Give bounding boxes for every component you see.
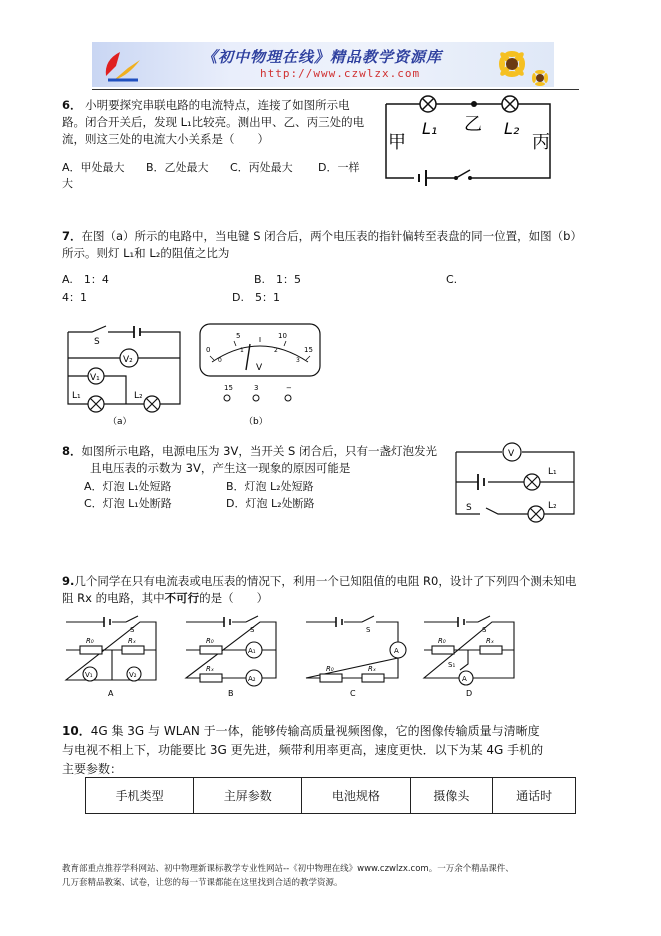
q7-label-v1: V₁ bbox=[90, 373, 100, 383]
q7-tick-5: 5 bbox=[236, 332, 241, 340]
q7-term-3: 3 bbox=[254, 384, 259, 392]
q7-meter-v: V bbox=[256, 363, 263, 373]
q9-label-a: A bbox=[108, 689, 114, 698]
banner-url[interactable]: http://www.czwlzx.com bbox=[260, 67, 421, 80]
q6-label-l1: L₁ bbox=[422, 119, 438, 138]
q9-label-d: D bbox=[466, 689, 473, 698]
q7-text bbox=[62, 228, 582, 262]
logo-icon bbox=[98, 46, 148, 84]
q8-option-d[interactable]: D．灯泡 L₂处断路 bbox=[226, 497, 315, 510]
q6-option-a[interactable]: A．甲处最大 bbox=[62, 161, 125, 174]
q9a-r0: R₀ bbox=[86, 637, 94, 645]
q7-line2: 所示。则灯 L₁和 L₂的阻值之比为 bbox=[62, 246, 230, 260]
q9c-s: S bbox=[366, 626, 371, 634]
q6-label-l2: L₂ bbox=[504, 119, 520, 138]
q9c-rx: Rₓ bbox=[368, 665, 376, 673]
q8-number: 8． bbox=[62, 444, 82, 458]
table-header-screen: 主屏参数 bbox=[194, 778, 302, 814]
q6-label-jia: 甲 bbox=[388, 132, 406, 153]
q8-text bbox=[62, 443, 442, 477]
q9b-rx: Rₓ bbox=[206, 665, 214, 673]
table-header-battery: 电池规格 bbox=[302, 778, 410, 814]
q7-option-b[interactable]: B. 1：5 bbox=[254, 273, 302, 286]
footer-line1: 教育部重点推荐学科网站、初中物理新课标教学专业性网站--《初中物理在线》www.czwlzx.com。一万余个精品课件、 bbox=[62, 864, 514, 874]
q6-option-d-cont: 大 bbox=[62, 177, 73, 190]
q7-voltmeter-b bbox=[196, 320, 326, 430]
q7-tick-0: 0 bbox=[206, 346, 211, 354]
q7-option-a[interactable]: A. 1：4 bbox=[62, 273, 109, 286]
q9b-r0: R₀ bbox=[206, 637, 214, 645]
q8-label-v: V bbox=[508, 449, 515, 459]
q8-option-b[interactable]: B．灯泡 L₂处短路 bbox=[226, 480, 314, 493]
q6-option-d[interactable]: D．一样 bbox=[318, 161, 360, 174]
q6-text bbox=[62, 97, 374, 148]
q7-inner-2: 2 bbox=[274, 347, 278, 354]
q9-line1: 几个同学在只有电流表或电压表的情况下，利用一个已知阻值的电阻 R0，设计了下列四个测未知电 bbox=[74, 574, 577, 588]
q10-params-table bbox=[85, 777, 576, 814]
q6-label-bing: 丙 bbox=[532, 132, 550, 153]
q7-caption-a: （a） bbox=[108, 417, 132, 427]
q9d-rx: Rₓ bbox=[486, 637, 494, 645]
table-row bbox=[86, 778, 576, 814]
q9-figure-b bbox=[182, 612, 282, 700]
q8-line1: 如图所示电路，电源电压为 3V，当开关 S 闭合后，只有一盏灯泡发光 bbox=[81, 444, 437, 458]
q9d-s1: S₁ bbox=[448, 661, 456, 669]
q9d-s: S bbox=[482, 626, 487, 634]
q6-number: 6． bbox=[62, 98, 82, 112]
q7-inner-3: 3 bbox=[296, 357, 300, 364]
q7-term-minus: − bbox=[286, 384, 292, 392]
q8-option-a[interactable]: A．灯泡 L₁处短路 bbox=[84, 480, 172, 493]
q7-option-d[interactable]: D. 5：1 bbox=[232, 291, 280, 304]
q9-text bbox=[62, 573, 592, 607]
q8-label-s: S bbox=[466, 503, 472, 513]
q9b-s: S bbox=[250, 626, 255, 634]
q9-number: 9. bbox=[62, 574, 75, 588]
q8-label-l2: L₂ bbox=[548, 501, 557, 511]
q7-option-c[interactable]: C. bbox=[446, 273, 458, 286]
footer-line2: 几万套精品教案、试卷，让您的每一节课都能在这里找到合适的教学资源。 bbox=[62, 878, 343, 888]
q9b-a2: A₂ bbox=[248, 675, 256, 683]
q9a-s: S bbox=[130, 626, 135, 634]
q10-text bbox=[62, 722, 592, 779]
q7-term-15: 15 bbox=[224, 384, 233, 392]
q7-inner-1: 1 bbox=[240, 347, 244, 354]
q7-circuit-a bbox=[62, 318, 190, 430]
table-header-talk-time: 通话时 bbox=[493, 778, 576, 814]
q7-tick-15: 15 bbox=[304, 346, 313, 354]
sunflower-icon bbox=[484, 42, 554, 87]
q10-line3: 主要参数： bbox=[62, 762, 123, 776]
page-footer bbox=[62, 862, 602, 890]
q9-label-b: B bbox=[228, 689, 234, 698]
q9b-a1: A₁ bbox=[248, 647, 256, 655]
q6-line1: 小明要探究串联电路的电流特点，连接了如图所示电 bbox=[85, 98, 350, 112]
table-header-phone-type: 手机类型 bbox=[86, 778, 194, 814]
q6-circuit-figure bbox=[378, 90, 560, 190]
q9-line2c: 的是（ ） bbox=[199, 591, 269, 605]
q7-inner-0: 0 bbox=[218, 357, 222, 364]
q7-number: 7． bbox=[62, 229, 82, 243]
q6-line2: 路。闭合开关后，发现 L₁比较亮。测出甲、乙、丙三处的电 bbox=[62, 115, 365, 129]
q8-line2: 且电压表的示数为 3V，产生这一现象的原因可能是 bbox=[90, 461, 351, 475]
banner-title: 《初中物理在线》精品教学资源库 bbox=[202, 48, 443, 66]
q9d-r0: R₀ bbox=[438, 637, 446, 645]
table-header-camera: 摄像头 bbox=[410, 778, 493, 814]
q9d-a: A bbox=[462, 675, 467, 683]
q9a-rx: Rₓ bbox=[128, 637, 136, 645]
q7-label-s: S bbox=[94, 337, 100, 347]
q7-label-l2: L₂ bbox=[134, 391, 143, 401]
q7-tick-10: 10 bbox=[278, 332, 287, 340]
q7-line1: 在图（a）所示的电路中，当电键 S 闭合后，两个电压表的指针偏转至表盘的同一位置，如图（b） bbox=[81, 229, 582, 243]
header-banner bbox=[92, 42, 554, 87]
q8-option-c[interactable]: C．灯泡 L₁处断路 bbox=[84, 497, 172, 510]
q9-line2-bold: 不可行 bbox=[164, 591, 200, 605]
q6-option-b[interactable]: B．乙处最大 bbox=[146, 161, 209, 174]
q6-line3: 流，则这三处的电流大小关系是（ ） bbox=[62, 132, 269, 146]
q10-line1: 4G 集 3G 与 WLAN 于一体，能够传输高质量视频图像，它的图像传输质量与清晰度 bbox=[90, 724, 540, 738]
q9-figure-a bbox=[62, 612, 162, 700]
q9-figure-c bbox=[302, 612, 412, 700]
q7-caption-b: （b） bbox=[244, 417, 268, 427]
q10-number: 10． bbox=[62, 724, 91, 738]
q8-circuit-figure bbox=[452, 440, 580, 532]
q9-figure-d bbox=[420, 612, 520, 700]
q10-line2: 与电视不相上下，功能要比 3G 更先进，频带利用率更高，速度更快．以下为某 4G 手机的 bbox=[62, 743, 544, 757]
q7-option-c-cont: 4：1 bbox=[62, 291, 87, 304]
q9a-v1: V₁ bbox=[85, 671, 93, 679]
q6-junction-icon bbox=[471, 101, 477, 107]
q7-label-v2: V₂ bbox=[123, 355, 133, 365]
q9a-v2: V₂ bbox=[129, 671, 137, 679]
q6-option-c[interactable]: C．丙处最大 bbox=[230, 161, 293, 174]
q7-label-l1: L₁ bbox=[72, 391, 81, 401]
q8-label-l1: L₁ bbox=[548, 467, 557, 477]
q9-label-c: C bbox=[350, 689, 356, 698]
q6-label-yi: 乙 bbox=[464, 114, 482, 135]
q9-line2a: 阻 Rx 的电路，其中 bbox=[62, 591, 165, 605]
q9c-a: A bbox=[394, 647, 399, 655]
q9c-r0: R₀ bbox=[326, 665, 334, 673]
